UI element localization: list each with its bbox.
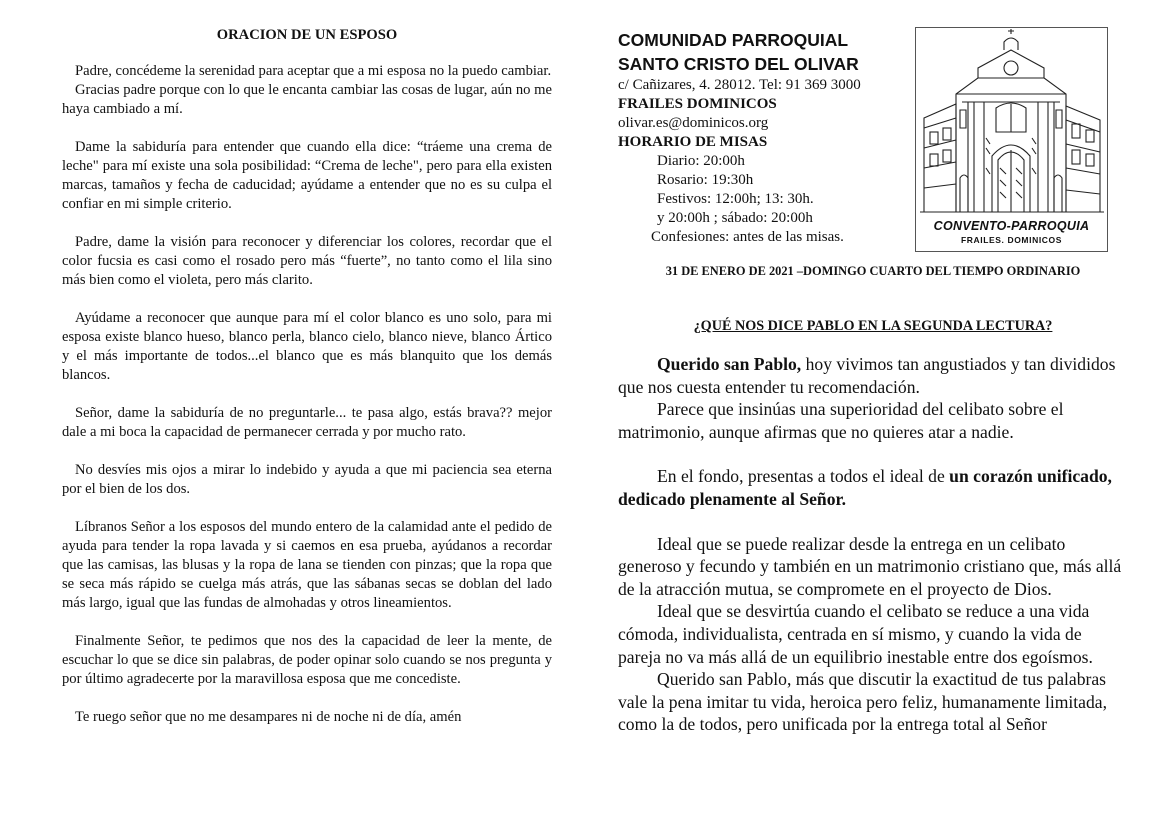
mass-rosary: Rosario: 19:30h	[657, 172, 754, 188]
mass-holidays: Festivos: 12:00h; 13: 30h.	[657, 191, 814, 207]
parish-name-line1: COMUNIDAD PARROQUIAL	[618, 30, 849, 50]
church-sketch-icon	[916, 28, 1107, 218]
image-caption-main: CONVENTO-PARROQUIA	[933, 219, 1090, 233]
left-column	[62, 26, 552, 727]
reflection-paragraph	[618, 353, 1126, 398]
prayer-paragraph: Padre, concédeme la serenidad para aceptar que a mi esposa no la puedo cambiar.	[75, 63, 552, 79]
prayer-title: ORACION DE UN ESPOSO	[216, 27, 398, 43]
parish-address: c/ Cañizares, 4. 28012. Tel: 91 369 3000	[618, 77, 861, 93]
parish-header	[618, 28, 908, 247]
prayer-paragraph: Ayúdame a reconocer que aunque para mí el color blanco es uno solo, para mi esposa existe blanco hueso, blanco perla, blanco cielo, blanco nieve, blanco Ártico y el más importante de todos...el blanco que es más blanquito que los demás blancos.	[62, 310, 552, 383]
image-caption-sub: FRAILES. DOMINICOS	[961, 235, 1062, 245]
prayer-paragraph: No desvíes mis ojos a mirar lo indebido y ayuda a que mi paciencia sea eterna por el bien de los dos.	[62, 462, 552, 497]
reflection-paragraph: Ideal que se puede realizar desde la entrega en un celibato generoso y fecundo y también en un matrimonio cristiano que, más allá de la atracción mutua, se compromete en el proyecto de Dios.	[618, 533, 1122, 599]
prayer-paragraph: Dame la sabiduría para entender que cuando ella dice: “tráeme una crema de leche" para mí existe una sola posibilidad: “Crema de leche", pero para ella existen marcas, tamaños y fecha de caducidad; ayúdame a entender que no es su culpa el confiar en mi simple criterio.	[62, 139, 552, 212]
greeting-bold: Querido san Pablo,	[657, 354, 802, 374]
church-drawing	[915, 27, 1108, 252]
parish-order: FRAILES DOMINICOS	[618, 96, 777, 112]
mass-saturday: y 20:00h ; sábado: 20:00h	[657, 210, 813, 226]
reading-title: ¿QUÉ NOS DICE PABLO EN LA SEGUNDA LECTURA?	[693, 318, 1053, 334]
reflection-paragraph: Parece que insinúas una superioridad del celibato sobre el matrimonio, aunque afirmas que no quieres atar a nadie.	[618, 399, 1064, 442]
reflection-paragraph: Ideal que se desvirtúa cuando el celibato se reduce a una vida cómoda, individualista, centrada en sí mismo, y cuando la vida de pareja no va más allá de un equilibrio inestable entre dos egoísmos.	[618, 601, 1093, 667]
prayer-paragraph: Padre, dame la visión para reconocer y diferenciar los colores, recordar que el color fucsia es casi como el rosado pero más “fuerte”, no tanto como el lila sino más bien como el violeta, pero más clarito.	[62, 234, 552, 288]
mass-schedule-heading: HORARIO DE MISAS	[618, 134, 768, 150]
ideal-bold: un corazón unificado, dedicado plenamente al Señor.	[618, 466, 1112, 509]
prayer-paragraph: Gracias padre porque con lo que le encanta cambiar las cosas de lugar, aún no me haya cambiado a mí.	[62, 82, 552, 117]
reflection-paragraph: Querido san Pablo, más que discutir la exactitud de tus palabras vale la pena imitar tu vida, heroica pero feliz, humanamente limitada, como la de todos, pero unificada por la entrega total al Señor	[618, 669, 1107, 735]
prayer-paragraph: Finalmente Señor, te pedimos que nos des la capacidad de leer la mente, de escuchar lo que se dice sin palabras, de poder opinar solo cuando se nos pregunta y por último agradecerte por la maravillosa esposa que me concediste.	[62, 633, 552, 687]
parish-email: olivar.es@dominicos.org	[618, 115, 769, 131]
liturgical-date: 31 DE ENERO DE 2021 –DOMINGO CUARTO DEL TIEMPO ORDINARIO	[665, 264, 1081, 278]
prayer-paragraph: Señor, dame la sabiduría de no preguntarle... te pasa algo, estás brava?? mejor dale a mi boca la capacidad de permanecer cerrada y por mucho rato.	[62, 405, 552, 440]
prayer-paragraph: Te ruego señor que no me desampares ni de noche ni de día, amén	[75, 709, 462, 725]
right-column	[618, 353, 1126, 736]
greeting-rest: hoy vivimos tan angustiados y tan divididos que nos cuesta entender tu recomendación.	[618, 354, 1116, 397]
reflection-paragraph	[618, 465, 1126, 510]
mass-daily: Diario: 20:00h	[657, 153, 745, 169]
parish-name-line2: SANTO CRISTO DEL OLIVAR	[618, 54, 859, 74]
ideal-intro: En el fondo, presentas a todos el ideal de	[657, 466, 950, 487]
confessions-info: Confesiones: antes de las misas.	[651, 229, 844, 245]
prayer-paragraph: Líbranos Señor a los esposos del mundo entero de la calamidad ante el pedido de ayuda para tender la ropa lavada y si caemos en esa prueba, ayúdanos a recordar que las camisas, las blusas y la ropa de lana se tienden con pinzas; que la ropa que se seca más rápido se cuelga más atrás, que las sábanas secas se doblan del lado más largo, igual que las fundas de almohadas y otros lineamientos.	[62, 519, 552, 611]
